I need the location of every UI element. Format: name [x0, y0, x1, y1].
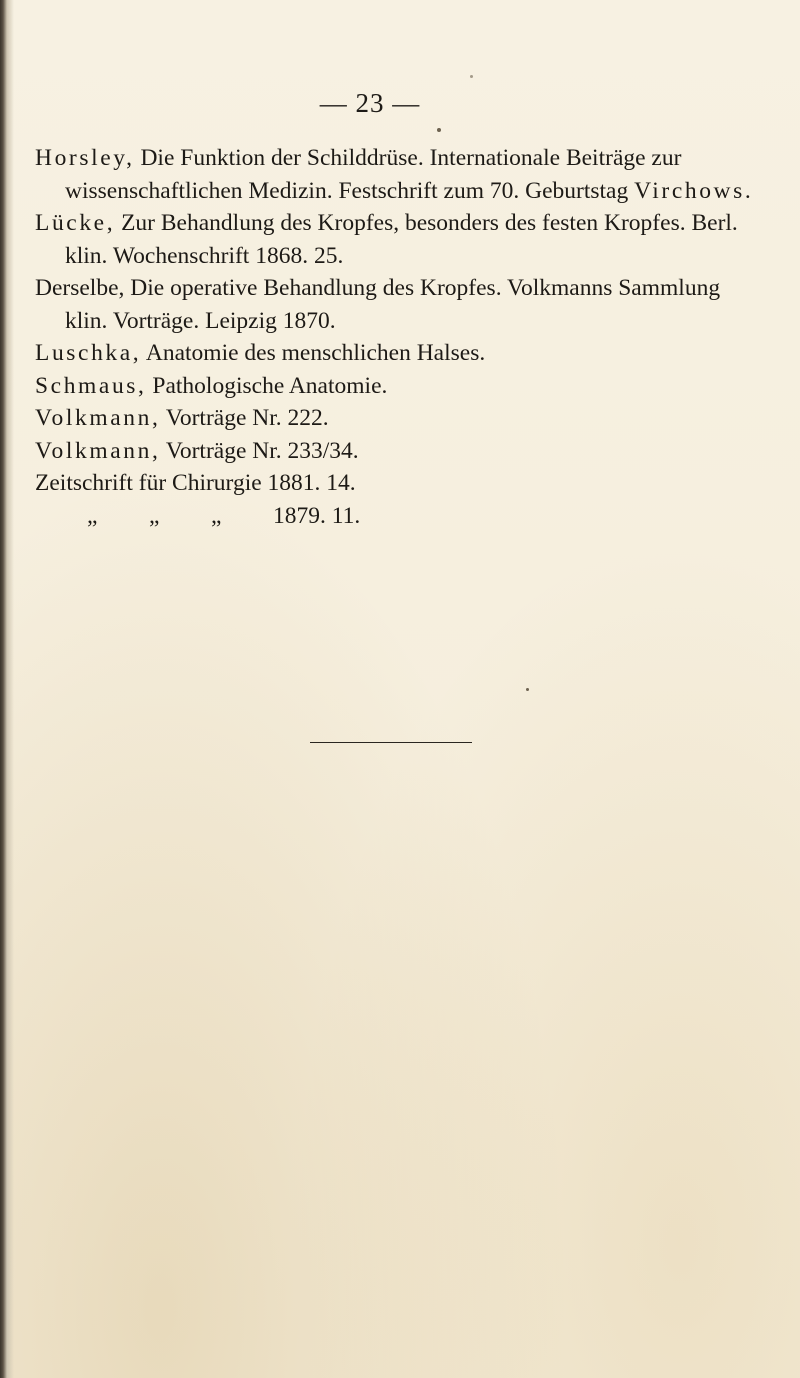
entry-text: Die Funktion der Schilddrüse. Internationale Beiträge zur wissenschaftlichen Medizin. Festschrift zum 70. Geburtstag [65, 145, 682, 204]
page-number: — 23 — [319, 88, 421, 118]
page-binding-edge [0, 0, 14, 1378]
entry-text: Pathologische Anatomie. [146, 372, 388, 399]
entry-text-end: . [744, 177, 751, 204]
bibliography-entry [35, 467, 765, 500]
paper-speck [526, 688, 529, 691]
entry-author: Volkmann, [35, 437, 161, 464]
entry-author: Horsley, [35, 145, 135, 171]
bibliography-entry [35, 272, 765, 337]
bibliography-entry-ditto [35, 500, 765, 533]
section-divider [310, 742, 472, 743]
ditto-mark: „ [87, 502, 98, 529]
entry-author: Schmaus, [35, 372, 147, 399]
bibliography-entry [35, 142, 765, 207]
ditto-mark: „ [211, 502, 222, 529]
entry-text: Vorträge Nr. 222. [160, 405, 329, 431]
bibliography-entry [35, 337, 765, 370]
entry-author: Lücke, [35, 210, 116, 236]
entry-text: Zur Behandlung des Kropfes, besonders des festen Kropfes. Berl. klin. Wochenschrift 1868. 25. [65, 210, 738, 269]
entry-author: Luschka, [35, 340, 142, 366]
entry-author-secondary: Virchows [634, 177, 745, 204]
entry-text: 1879. 11. [273, 502, 361, 529]
bibliography-list [35, 142, 765, 532]
ditto-mark: „ [149, 502, 160, 529]
entry-author: Volkmann, [35, 405, 161, 431]
bibliography-entry [35, 435, 765, 468]
paper-speck [470, 75, 473, 78]
entry-text: Zeitschrift für Chirurgie 1881. 14. [35, 470, 356, 496]
bibliography-entry [35, 207, 765, 272]
entry-text: Anatomie des menschlichen Halses. [141, 340, 486, 366]
bibliography-entry [35, 402, 765, 435]
bibliography-entry [35, 370, 765, 403]
entry-text: Vorträge Nr. 233/34. [160, 437, 359, 464]
entry-text: Derselbe, Die operative Behandlung des Kropfes. Volkmanns Sammlung klin. Vorträge. Leipzig 1870. [35, 275, 721, 334]
paper-speck [437, 128, 441, 132]
